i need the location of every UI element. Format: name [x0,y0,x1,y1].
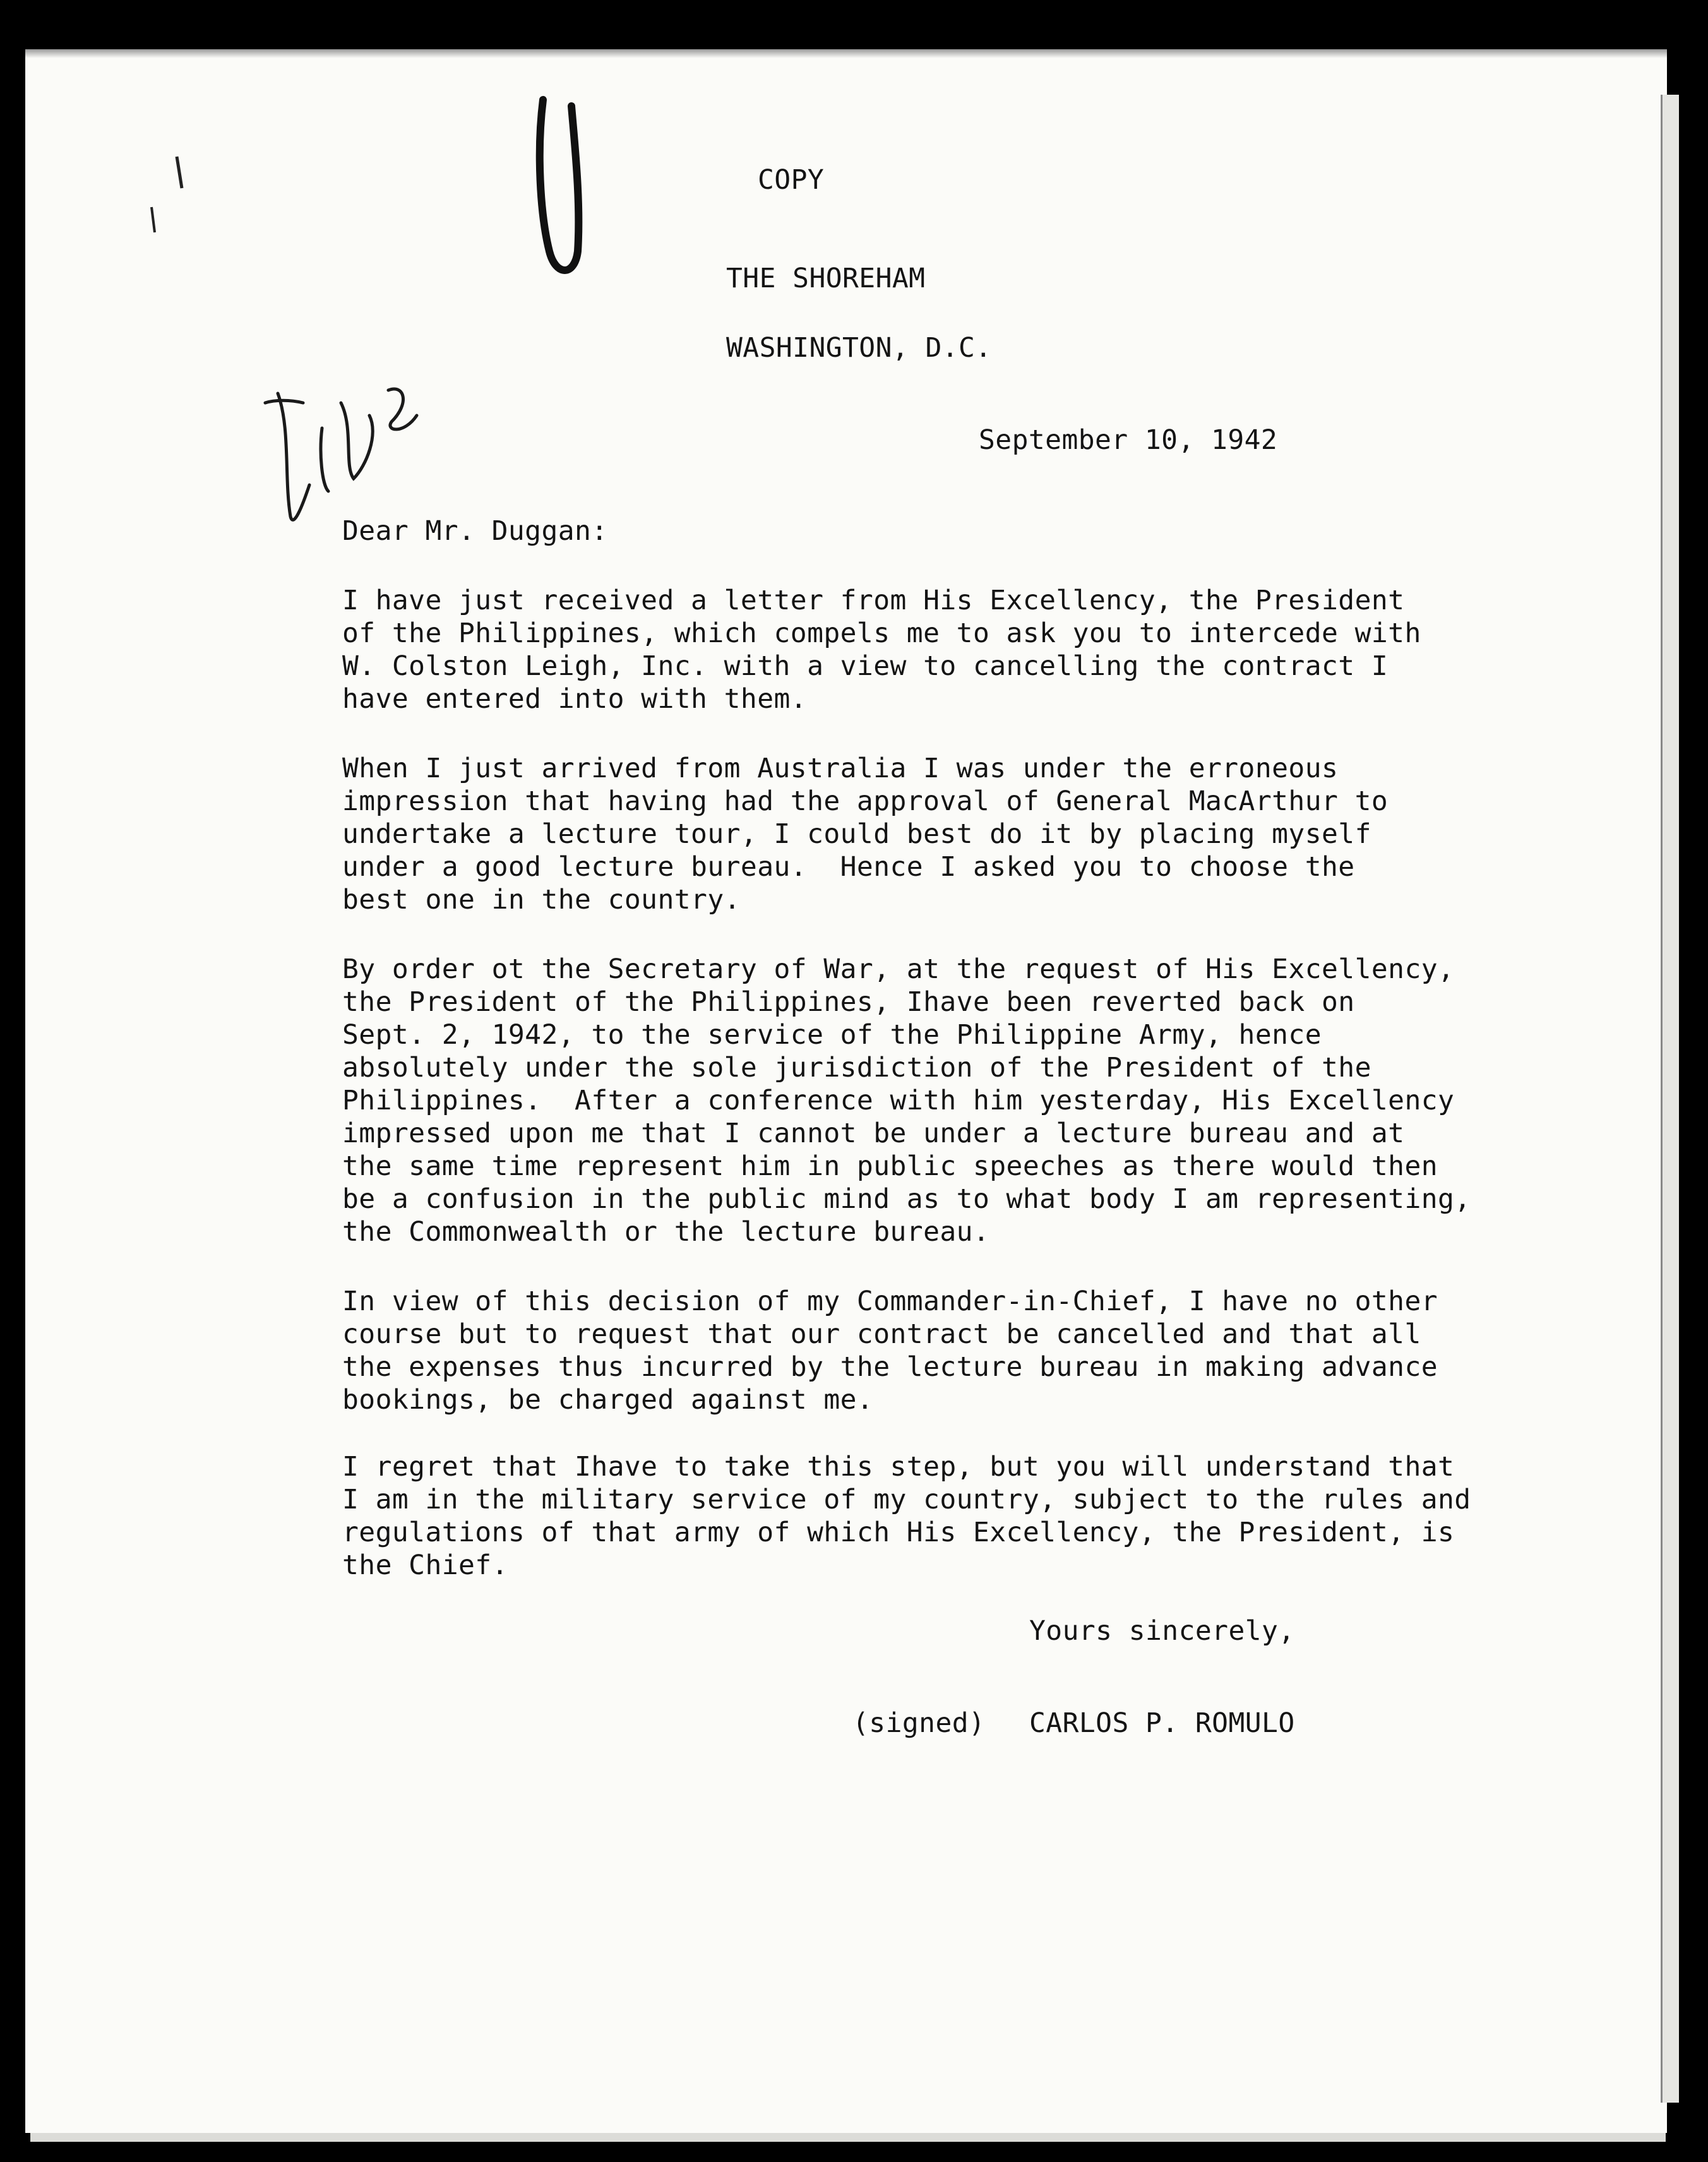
paragraph-2-line: undertake a lecture tour, I could best do it by placing myself [342,818,1371,850]
paragraph-1-line: of the Philippines, which compels me to ask you to intercede with [342,618,1421,649]
paragraph-4-line: course but to request that our contract be cancelled and that all [342,1318,1421,1350]
paragraph-3-line: impressed upon me that I cannot be under a lecture bureau and at [342,1118,1405,1149]
paragraph-1-line: I have just received a letter from His Excellency, the President [342,585,1405,616]
hotel-name: THE SHOREHAM [726,263,926,294]
paragraph-3-line: Sept. 2, 1942, to the service of the Philippine Army, hence [342,1019,1322,1051]
paragraph-5-line: the Chief. [342,1550,508,1581]
paper-clip-mark-icon [518,87,619,302]
paragraph-1-line: W. Colston Leigh, Inc. with a view to cancelling the contract I [342,650,1388,682]
paragraph-5-line: regulations of that army of which His Excellency, the President, is [342,1517,1455,1548]
paragraph-3-line: the Commonwealth or the lecture bureau. [342,1216,990,1248]
salutation: Dear Mr. Duggan: [342,515,608,547]
paragraph-2-line: under a good lecture bureau. Hence I asked you to choose the [342,851,1355,883]
paragraph-3-line: be a confusion in the public mind as to what body I am representing, [342,1183,1471,1215]
paragraph-5-line: I am in the military service of my country, subject to the rules and [342,1484,1471,1515]
paragraph-3-line: the same time represent him in public speeches as there would then [342,1150,1438,1182]
paragraph-2-line: impression that having had the approval of General MacArthur to [342,785,1388,817]
page-edge-bottom [30,2133,1666,2142]
copy-label: COPY [758,164,825,196]
paragraph-5-line: I regret that Ihave to take this step, but you will understand that [342,1451,1455,1483]
paragraph-2-line: best one in the country. [342,884,741,916]
paragraph-3-line: Philippines. After a conference with him yesterday, His Excellency [342,1085,1455,1116]
paragraph-4-line: In view of this decision of my Commander-in-Chief, I have no other [342,1286,1438,1317]
paragraph-3-line: the President of the Philippines, Ihave been reverted back on [342,986,1355,1018]
signer-name: CARLOS P. ROMULO [1029,1707,1295,1739]
closing: Yours sincerely, [1029,1615,1295,1647]
letter-page [25,49,1667,2133]
paragraph-3-line: absolutely under the sole jurisdiction of the President of the [342,1052,1371,1084]
paragraph-2-line: When I just arrived from Australia I was under the erroneous [342,753,1339,784]
signed-label: (signed) [852,1707,986,1739]
letter-date: September 10, 1942 [979,424,1278,456]
city-line: WASHINGTON, D.C. [726,332,992,364]
page-edge-right [1661,95,1679,2103]
paragraph-4-line: bookings, be charged against me. [342,1384,874,1416]
handwritten-file-annotation [25,49,467,554]
paragraph-3-line: By order ot the Secretary of War, at the request of His Excellency, [342,953,1455,985]
paragraph-1-line: have entered into with them. [342,683,808,715]
paragraph-4-line: the expenses thus incurred by the lecture bureau in making advance [342,1351,1438,1383]
